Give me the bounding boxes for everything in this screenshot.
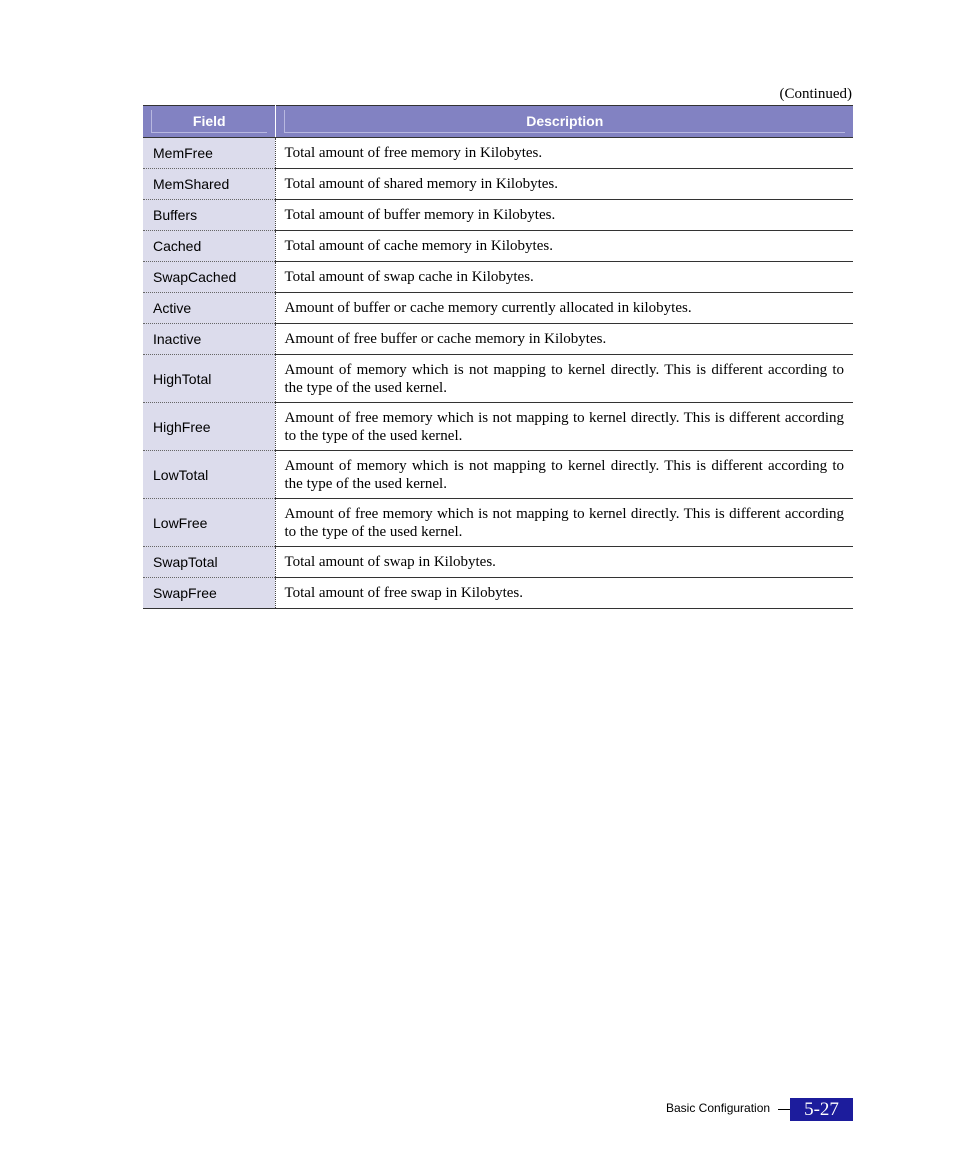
field-description: Amount of free memory which is not mapping to kernel directly. This is different according to the type of the used kernel. [275, 403, 853, 451]
field-name: LowTotal [143, 451, 275, 499]
continued-label: (Continued) [779, 86, 852, 102]
table-row [143, 547, 853, 578]
table-row [143, 403, 853, 451]
table-header-row [143, 106, 853, 138]
table-row [143, 578, 853, 609]
field-name: SwapCached [143, 262, 275, 293]
table-row [143, 451, 853, 499]
table-row [143, 231, 853, 262]
field-name: MemShared [143, 169, 275, 200]
field-description: Total amount of shared memory in Kilobytes. [275, 169, 853, 200]
field-description: Total amount of free swap in Kilobytes. [275, 578, 853, 609]
field-description-table [143, 105, 853, 609]
field-name: Active [143, 293, 275, 324]
footer-divider [778, 1109, 790, 1110]
header-field: Field [143, 106, 275, 138]
field-name: MemFree [143, 138, 275, 169]
table-row [143, 169, 853, 200]
field-name: Buffers [143, 200, 275, 231]
table-row [143, 200, 853, 231]
field-name: Cached [143, 231, 275, 262]
table-row [143, 499, 853, 547]
table-row [143, 262, 853, 293]
field-name: HighFree [143, 403, 275, 451]
table-row [143, 355, 853, 403]
header-description: Description [275, 106, 853, 138]
field-description: Amount of free buffer or cache memory in Kilobytes. [275, 324, 853, 355]
field-description: Total amount of cache memory in Kilobytes. [275, 231, 853, 262]
page-number: 5-27 [790, 1098, 853, 1121]
field-description: Amount of memory which is not mapping to kernel directly. This is different according to the type of the used kernel. [275, 451, 853, 499]
field-description: Amount of free memory which is not mapping to kernel directly. This is different according to the type of the used kernel. [275, 499, 853, 547]
table-row [143, 293, 853, 324]
field-description: Total amount of swap in Kilobytes. [275, 547, 853, 578]
field-description: Total amount of buffer memory in Kilobytes. [275, 200, 853, 231]
field-name: SwapFree [143, 578, 275, 609]
field-description: Amount of buffer or cache memory currently allocated in kilobytes. [275, 293, 853, 324]
field-name: LowFree [143, 499, 275, 547]
field-name: Inactive [143, 324, 275, 355]
field-description: Total amount of free memory in Kilobytes. [275, 138, 853, 169]
field-description: Amount of memory which is not mapping to kernel directly. This is different according to the type of the used kernel. [275, 355, 853, 403]
table-row [143, 324, 853, 355]
field-name: SwapTotal [143, 547, 275, 578]
footer-section-label: Basic Configuration [666, 1101, 771, 1115]
field-description: Total amount of swap cache in Kilobytes. [275, 262, 853, 293]
table-row [143, 138, 853, 169]
field-name: HighTotal [143, 355, 275, 403]
